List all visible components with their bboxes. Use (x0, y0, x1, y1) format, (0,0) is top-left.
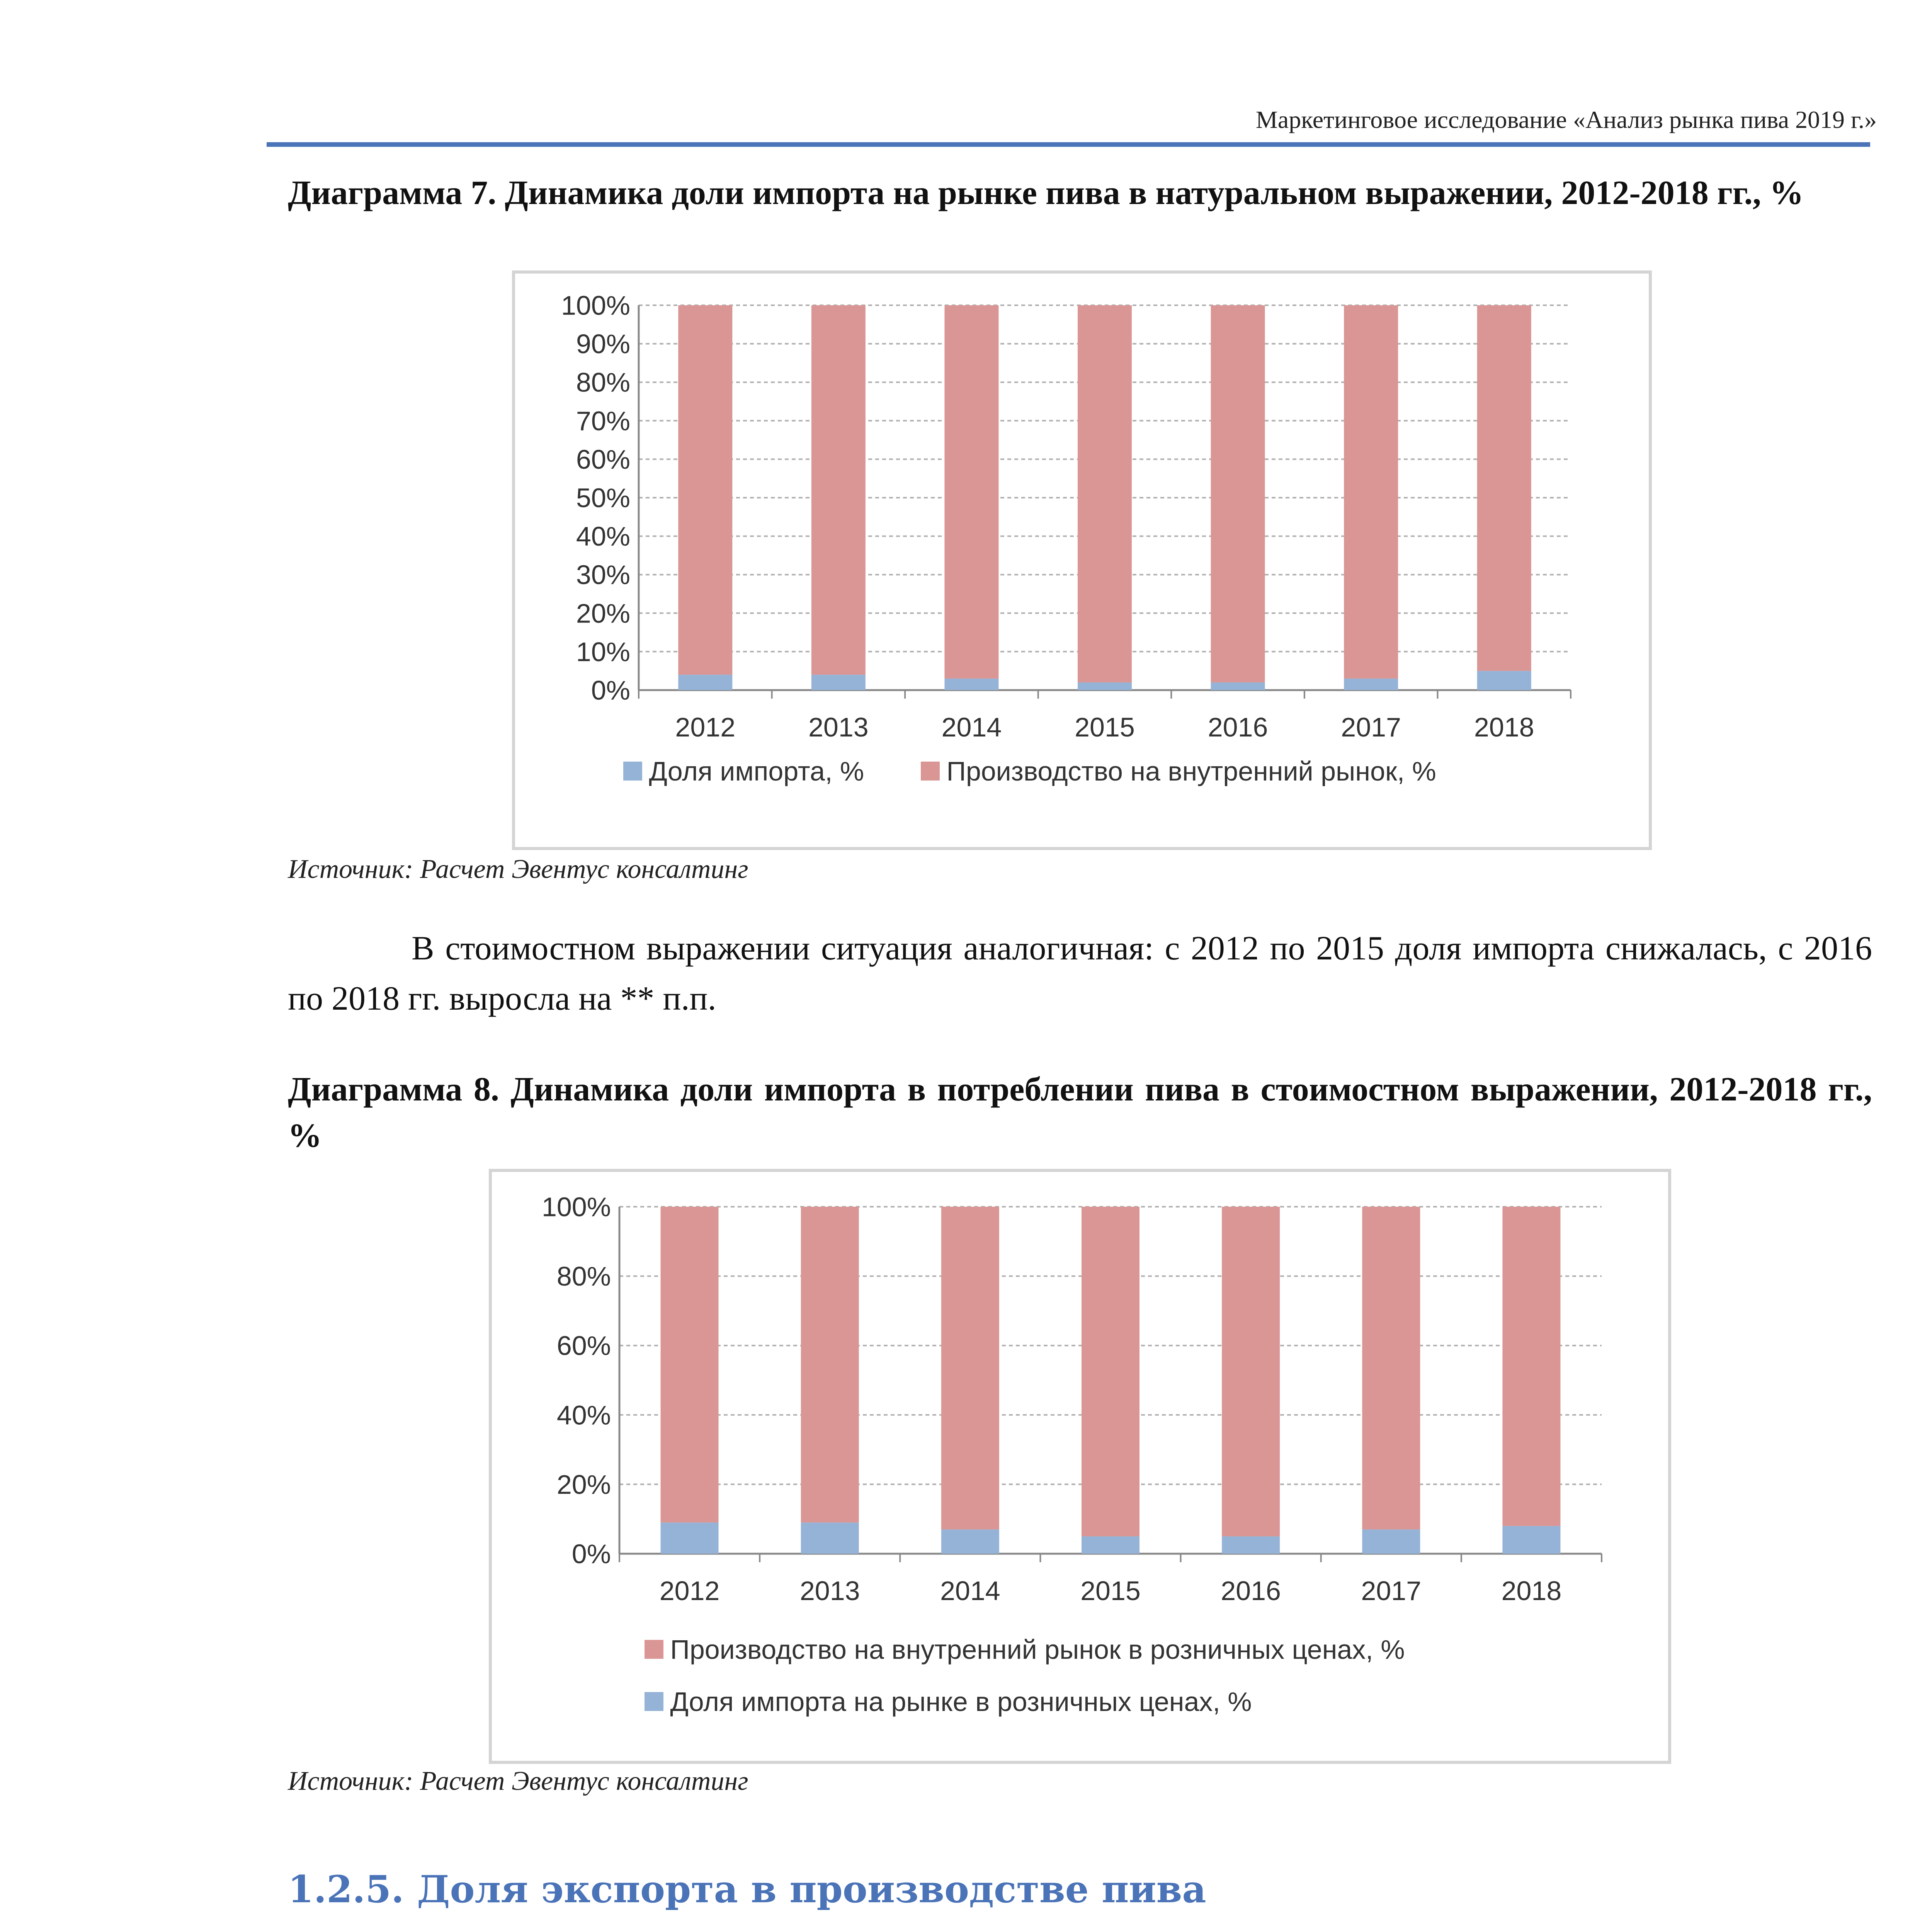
legend-swatch (645, 1692, 663, 1711)
legend-swatch (921, 762, 940, 781)
bar-import (1211, 682, 1265, 690)
x-tick-label: 2015 (1075, 712, 1135, 742)
legend-swatch (623, 762, 642, 781)
paragraph1-text: В стоимостном выражении ситуация аналогичная: с 2012 по 2015 доля импорта снижалась, с 2016 по 2018 гг. выросла на ** п.п. (288, 930, 1872, 1017)
y-tick-label: 100% (561, 290, 630, 321)
legend-swatch (645, 1640, 663, 1659)
y-tick-label: 40% (556, 1400, 611, 1430)
diagram8-source: Источник: Расчет Эвентус консалтинг (288, 1766, 748, 1796)
y-tick-label: 90% (576, 329, 630, 359)
bar-import (1078, 682, 1132, 690)
y-tick-label: 0% (591, 675, 630, 706)
x-tick-label: 2016 (1208, 712, 1268, 742)
bar-import (1502, 1526, 1560, 1554)
legend-label: Производство на внутренний рынок, % (946, 756, 1436, 786)
y-tick-label: 20% (576, 598, 630, 629)
y-tick-label: 10% (576, 636, 630, 667)
y-tick-label: 70% (576, 406, 630, 436)
x-tick-label: 2014 (940, 1576, 1000, 1606)
diagram7-caption: Диаграмма 7. Динамика доли импорта на рынке пива в натуральном выражении, 2012-2018 гг., % (288, 174, 1804, 212)
bar-domestic (1211, 305, 1265, 682)
x-tick-label: 2017 (1341, 712, 1401, 742)
bar-domestic (1222, 1207, 1280, 1536)
y-tick-label: 80% (576, 367, 630, 398)
bar-import (1477, 671, 1531, 690)
section-title: 1.2.5. Доля экспорта в производстве пива (288, 1867, 1206, 1911)
y-tick-label: 100% (541, 1192, 611, 1222)
x-tick-label: 2015 (1080, 1576, 1141, 1606)
x-tick-label: 2017 (1361, 1576, 1422, 1606)
bar-import (944, 679, 998, 690)
x-tick-label: 2018 (1474, 712, 1534, 742)
bar-import (1362, 1529, 1420, 1554)
bar-domestic (1078, 305, 1132, 682)
bar-import (801, 1522, 859, 1554)
bar-domestic (678, 305, 732, 675)
x-tick-label: 2013 (808, 712, 869, 742)
bar-domestic (661, 1207, 719, 1522)
y-tick-label: 20% (556, 1469, 611, 1500)
bar-import (1222, 1536, 1280, 1554)
bar-domestic (1082, 1207, 1139, 1536)
bar-domestic (1477, 305, 1531, 671)
y-tick-label: 60% (576, 444, 630, 474)
bar-domestic (801, 1207, 859, 1522)
bar-domestic (1344, 305, 1398, 679)
bar-import (811, 675, 866, 690)
bar-import (941, 1529, 999, 1554)
legend-label: Доля импорта, % (649, 756, 864, 786)
y-tick-label: 50% (576, 483, 630, 513)
bar-domestic (811, 305, 866, 675)
diagram7-source: Источник: Расчет Эвентус консалтинг (288, 854, 748, 884)
header-title: Маркетинговое исследование «Анализ рынка пива 2019 г.» (1255, 106, 1877, 133)
bar-domestic (1502, 1207, 1560, 1526)
y-tick-label: 0% (571, 1539, 611, 1569)
x-tick-label: 2014 (941, 712, 1002, 742)
bar-import (1082, 1536, 1139, 1554)
diagram8-caption: Диаграмма 8. Динамика доли импорта в потреблении пива в стоимостном выражении, 2012-2018 гг., % (288, 1071, 1872, 1155)
y-tick-label: 60% (556, 1330, 611, 1361)
bar-domestic (941, 1207, 999, 1529)
y-tick-label: 30% (576, 560, 630, 590)
x-tick-label: 2012 (659, 1576, 720, 1606)
legend-label: Доля импорта на рынке в розничных ценах, % (670, 1687, 1252, 1717)
chart2-container (489, 1169, 1671, 1764)
bar-import (1344, 679, 1398, 690)
chart1-svg (515, 274, 1649, 847)
header-divider (267, 142, 1870, 147)
x-tick-label: 2016 (1221, 1576, 1281, 1606)
x-tick-label: 2012 (675, 712, 736, 742)
paragraph-import-value (288, 923, 1872, 1024)
bar-domestic (1362, 1207, 1420, 1529)
chart1-container (512, 270, 1652, 850)
bar-import (678, 675, 732, 690)
x-tick-label: 2018 (1501, 1576, 1562, 1606)
chart2-svg (492, 1172, 1668, 1761)
y-tick-label: 40% (576, 521, 630, 552)
x-tick-label: 2013 (799, 1576, 860, 1606)
legend-label: Производство на внутренний рынок в розничных ценах, % (670, 1634, 1405, 1665)
y-tick-label: 80% (556, 1261, 611, 1292)
bar-import (661, 1522, 719, 1554)
bar-domestic (944, 305, 998, 679)
